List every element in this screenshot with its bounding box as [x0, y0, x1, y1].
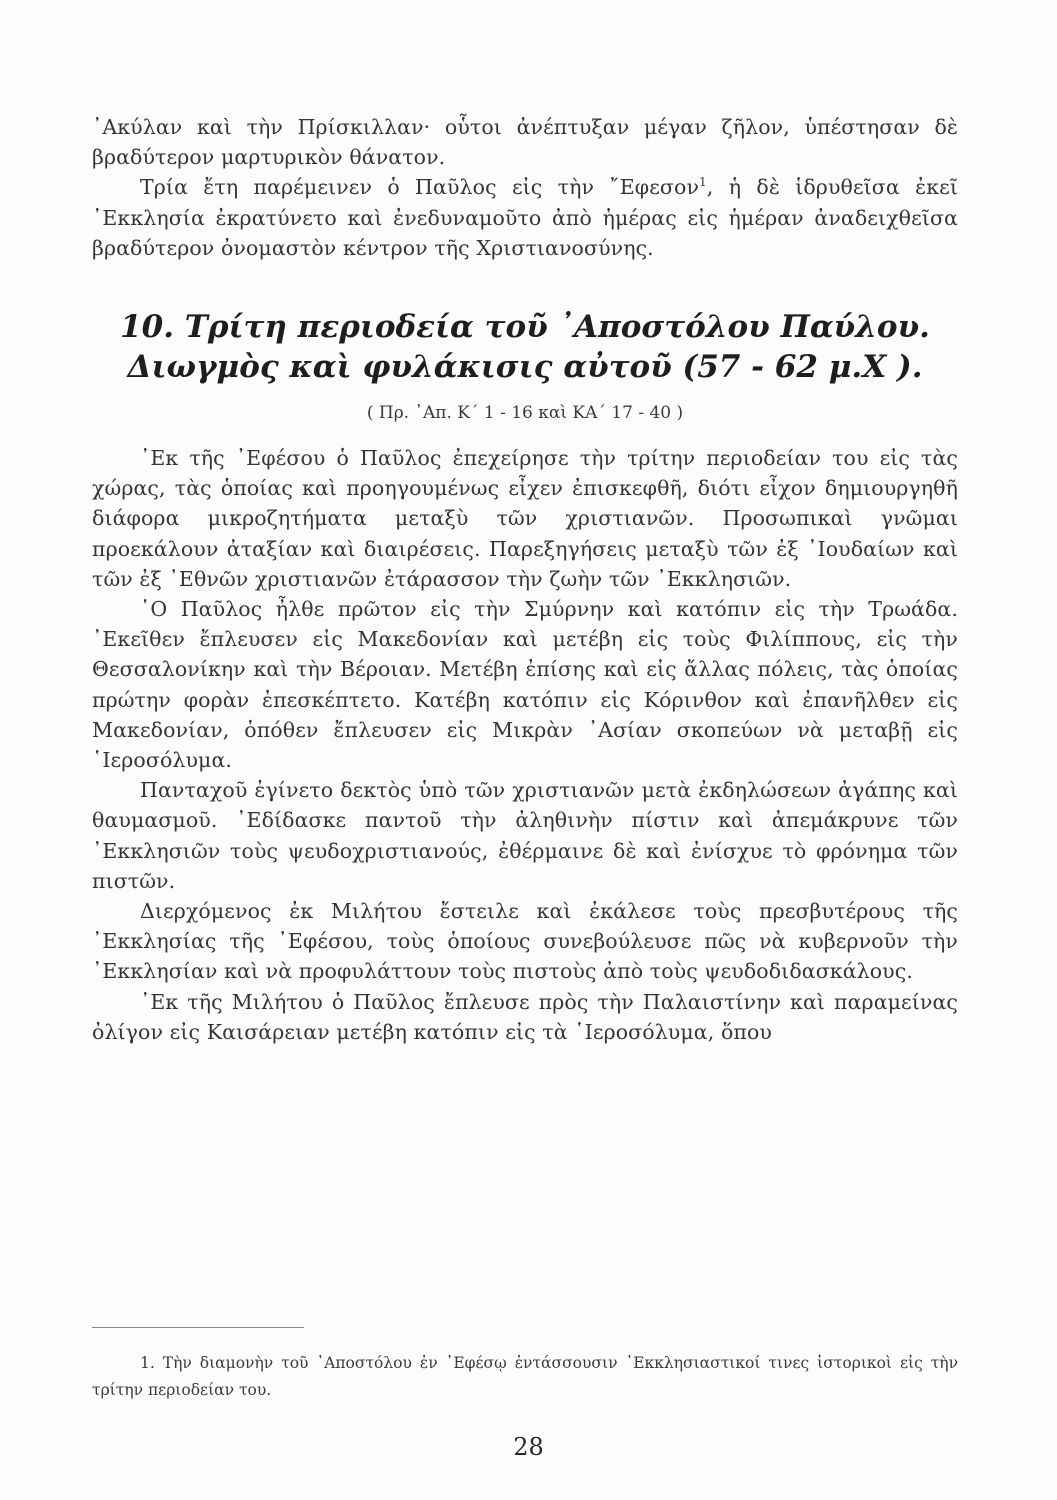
footnote: 1. Τὴν διαμονὴν τοῦ ᾿Αποστόλου ἐν ᾿Εφέσῳ ἐντάσσουσιν ᾿Εκκλησιαστικοί τινες ἱστορικοὶ εἰς τὴν τρίτην περιοδείαν του.: [92, 1354, 958, 1399]
paragraph-intro: ᾿Ακύλαν καὶ τὴν Πρίσκιλλαν· οὗτοι ἀνέπτυξαν μέγαν ζῆλον, ὑπέστησαν δὲ βραδύτερον μαρτυρικὸν θάνατον.: [92, 115, 958, 170]
section-spacer: [92, 263, 958, 307]
scripture-reference: ( Πρ. ᾿Απ. Κ΄ 1 - 16 καὶ ΚΑ΄ 17 - 40 ): [366, 403, 684, 424]
page-number: 28: [513, 1433, 544, 1461]
section-heading-line-1: 10. Τρίτη περιοδεία τοῦ ᾿Αποστόλου Παύλου.: [120, 309, 930, 346]
paragraph-ephesus: [92, 172, 958, 263]
paragraph-1: ᾿Εκ τῆς ᾿Εφέσου ὁ Παῦλος ἐπεχείρησε τὴν τρίτην περιοδείαν του εἰς τὰς χώρας, τὰς ὁποίας καὶ προηγουμένως εἶχεν ἐπισκεφθῆ, διότι εἶχον δημιουργηθῆ διάφορα μικροζητήματα μεταξὺ τῶν χριστιανῶν. Προσωπικαὶ γνῶμαι προεκάλουν ἀταξίαν καὶ διαιρέσεις. Παρεξηγήσεις μεταξὺ τῶν ἐξ ᾿Ιουδαίων καὶ τῶν ἐξ ᾿Εθνῶν χριστιανῶν ἐτάρασσον τὴν ζωὴν τῶν ᾿Εκκλησιῶν.: [92, 446, 958, 591]
section-heading-line-2: Διωγμὸς καὶ φυλάκισις αὐτοῦ (57 - 62 μ.Χ ).: [127, 349, 923, 386]
paragraph-3: Πανταχοῦ ἐγίνετο δεκτὸς ὑπὸ τῶν χριστιανῶν μετὰ ἐκδηλώσεων ἀγάπης καὶ θαυμασμοῦ. ᾿Εδίδασκε παντοῦ τὴν ἀληθινὴν πίστιν καὶ ἀπεμάκρυνε τῶν ᾿Εκκλησιῶν τοὺς ψευδοχριστιανούς, ἐθέρμαινε δὲ καὶ ἐνίσχυε τὸ φρόνημα τῶν πιστῶν.: [92, 778, 958, 893]
footnote-marker: 1: [699, 175, 707, 190]
paragraph-5: ᾿Εκ τῆς Μιλήτου ὁ Παῦλος ἔπλευσε πρὸς τὴν Παλαιστίνην καὶ παραμείνας ὀλίγον εἰς Καισάρειαν μετέβη κατόπιν εἰς τὰ ῾Ιεροσόλυμα, ὅπου: [92, 989, 958, 1044]
main-text: [92, 112, 958, 1047]
paragraph-4: Διερχόμενος ἐκ Μιλήτου ἔστειλε καὶ ἐκάλεσε τοὺς πρεσβυτέρους τῆς ᾿Εκκλησίας τῆς ᾿Εφέσου, τοὺς ὁποίους συνεβούλευσε πῶς νὰ κυβερνοῦν τὴν ᾿Εκκλησίαν καὶ νὰ προφυλάττουν τοὺς πιστοὺς ἀπὸ τοὺς ψευδοδιδασκάλους.: [92, 899, 958, 984]
section-heading: [92, 307, 958, 387]
paragraph-ephesus-text-a: Τρία ἔτη παρέμεινεν ὁ Παῦλος εἰς τὴν ῎Εφεσον: [140, 175, 700, 200]
paragraph-ephesus-text-b: , ἡ δὲ ἱδρυθεῖσα ἐκεῖ ᾿Εκκλησία ἐκρατύνετο καὶ ἐνεδυναμοῦτο ἀπὸ ἡμέρας εἰς ἡμέραν ἀναδειχθεῖσα βραδύτερον ὀνομαστὸν κέντρον τῆς Χριστιανοσύνης.: [92, 175, 959, 260]
paragraph-2: ῾Ο Παῦλος ἦλθε πρῶτον εἰς τὴν Σμύρνην καὶ κατόπιν εἰς τὴν Τρωάδα. ᾿Εκεῖθεν ἔπλευσεν εἰς Μακεδονίαν καὶ μετέβη εἰς τοὺς Φιλίππους, εἰς τὴν Θεσσαλονίκην καὶ τὴν Βέροιαν. Μετέβη ἐπίσης καὶ εἰς ἄλλας πόλεις, τὰς ὁποίας πρώτην φορὰν ἐπεσκέπτετο. Κατέβη κατόπιν εἰς Κόρινθον καὶ ἐπανῆλθεν εἰς Μακεδονίαν, ὁπόθεν ἔπλευσεν εἰς Μικρὰν ᾿Ασίαν σκοπεύων νὰ μεταβῇ εἰς ῾Ιεροσόλυμα.: [92, 597, 958, 773]
footnote-divider: [92, 1327, 304, 1328]
